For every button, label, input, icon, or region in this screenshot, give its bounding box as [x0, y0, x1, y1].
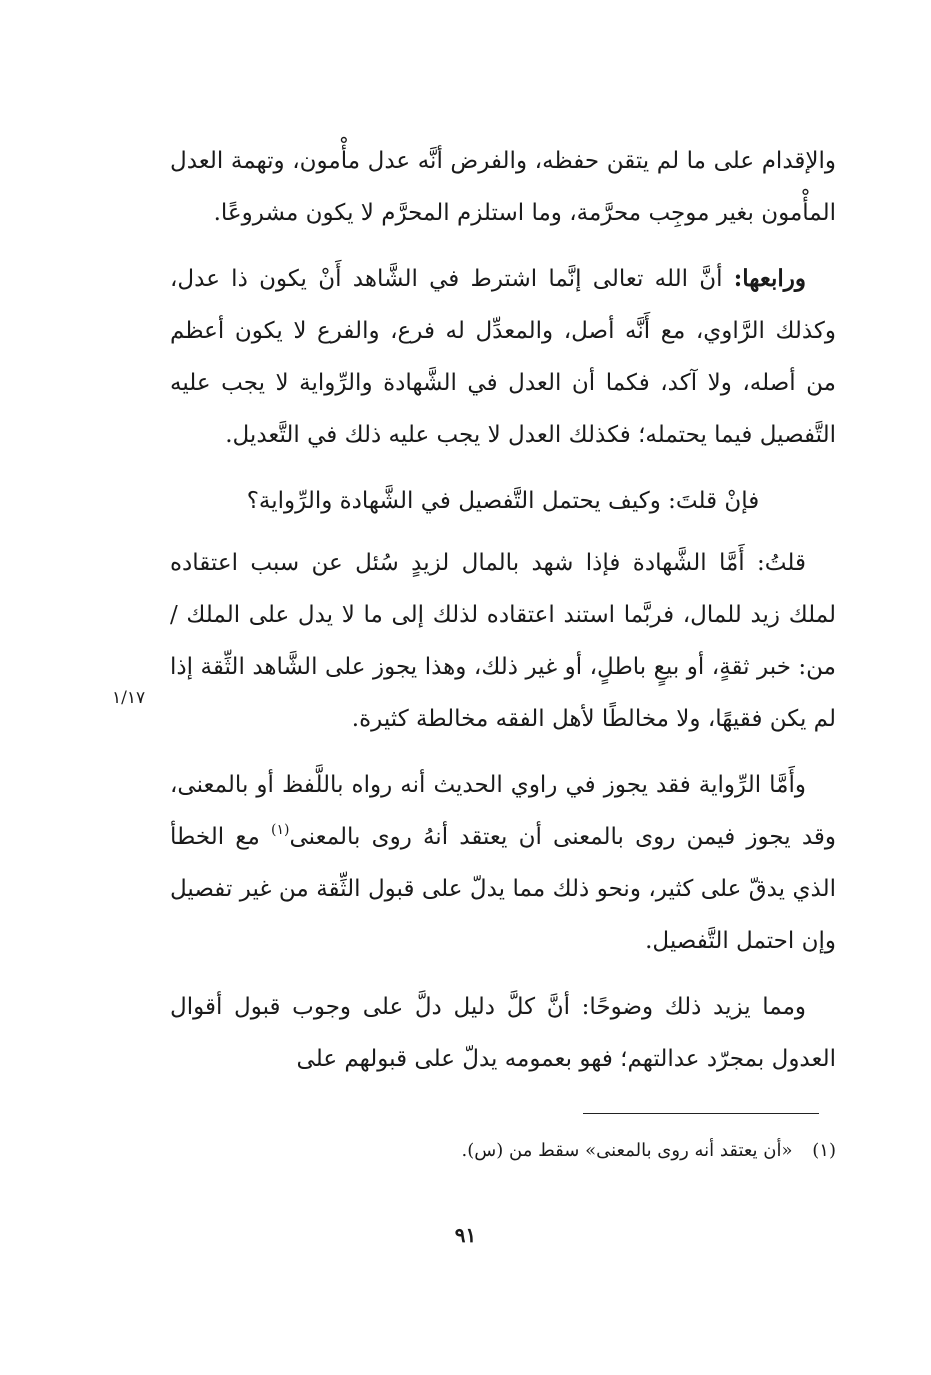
footnote-text: «أن يعتقد أنه روى بالمعنى» سقط من (س). — [461, 1140, 793, 1161]
footnote — [170, 1136, 836, 1166]
paragraph-1-text: والإقدام على ما لم يتقن حفظه، والفرض أنَّه عدل مأْمون، وتهمة العدل المأْمون بغير موجِب محرَّمة، وما استلزم المحرَّم لا يكون مشروعًا. — [170, 148, 836, 226]
paragraph-5-text-b: مع الخطأ الذي يدقّ على كثير، ونحو ذلك مما يدلّ على قبول الثِّقة من غير تفصيل وإن احتمل التَّفصيل. — [170, 824, 836, 954]
page-number: ٩١ — [454, 1223, 477, 1247]
footnote-separator — [583, 1113, 819, 1114]
paragraph-3 — [170, 475, 836, 527]
paragraph-4 — [170, 537, 836, 745]
main-text — [170, 135, 836, 1085]
footnote-number: (١) — [812, 1140, 836, 1161]
paragraph-2 — [170, 253, 836, 461]
paragraph-2-text: أنَّ الله تعالى إنَّما اشترط في الشَّاهد أَنْ يكون ذا عدل، وكذلك الرَّاوي، مع أَنَّه أصل، والمعدِّل له فرع، والفرع لا يكون أعظم من أصله، ولا آكد، فكما أن العدل في الشَّهادة والرِّواية لا يجب عليه التَّفصيل فيما يحتمله؛ فكذلك العدل لا يجب عليه ذلك في التَّعديل. — [170, 266, 836, 448]
paragraph-4-text: أَمَّا الشَّهادة فإذا شهد بالمال لزيدٍ سُئل عن سبب اعتقاده لملك زيد للمال، فربَّما استند اعتقاده لذلك إلى ما لا يدل على الملك / من: خبر ثقةٍ، أو بيعٍ باطلٍ، أو غير ذلك، وهذا يجوز على الشَّاهد الثِّقة إذا لم يكن فقيهًا، ولا مخالطًا لأهل الفقه مخالطة كثيرة. — [170, 550, 836, 732]
paragraph-6-text: ومما يزيد ذلك وضوحًا: أنَّ كلَّ دليل دلَّ على وجوب قبول أقوال العدول بمجرّد عدالتهم؛ فهو بعمومه يدلّ على قبولهم على — [170, 994, 836, 1072]
paragraph-3-text: فإنْ قلتَ: وكيف يحتمل التَّفصيل في الشَّهادة والرِّواية؟ — [246, 488, 760, 514]
footnote-reference[interactable]: (١) — [271, 822, 290, 838]
paragraph-5 — [170, 759, 836, 967]
paragraph-6 — [170, 981, 836, 1085]
paragraph-5-text-a: وأَمَّا الرِّواية فقد يجوز في راوي الحديث أنه رواه باللَّفظ أو بالمعنى، وقد يجوز فيمن روى بالمعنى أن يعتقد أنهُ روى بالمعنى — [170, 772, 836, 850]
paragraph-2-lead: ورابعها: — [733, 265, 806, 292]
paragraph-1 — [170, 135, 836, 239]
paragraph-4-lead: قلتُ: — [757, 550, 806, 576]
manuscript-folio-reference: ١/١٧ — [112, 688, 146, 708]
